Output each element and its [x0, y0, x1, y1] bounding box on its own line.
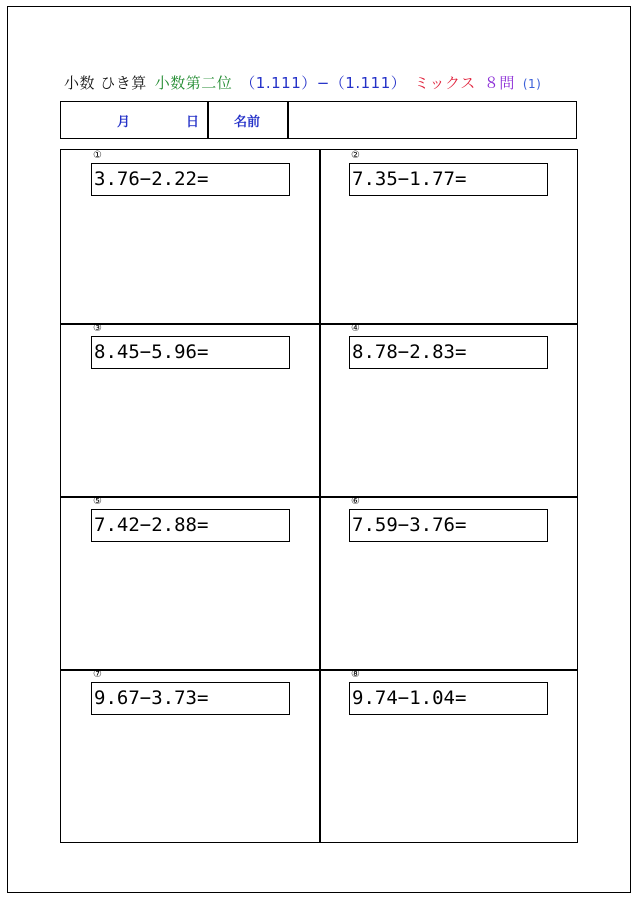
problem-number: ⑧: [351, 669, 360, 680]
name-label: 名前: [234, 115, 261, 130]
problem-number: ⑤: [93, 496, 102, 507]
problem-expression: 9.74−1.04=: [349, 682, 548, 715]
problem-cell: [61, 496, 319, 669]
problem-expression: 7.35−1.77=: [349, 163, 548, 196]
problem-number: ④: [351, 323, 360, 334]
problem-cell: [319, 150, 577, 323]
title-count: ８問: [483, 74, 515, 92]
problem-expression: 8.78−2.83=: [349, 336, 548, 369]
problem-number: ②: [351, 150, 360, 161]
problem-number: ③: [93, 323, 102, 334]
problem-cell: [61, 323, 319, 496]
date-divider: [207, 102, 209, 138]
problem-expression: 9.67−3.73=: [91, 682, 290, 715]
problem-number: ⑥: [351, 496, 360, 507]
problem-expression: 8.45−5.96=: [91, 336, 290, 369]
problem-cell: [61, 669, 319, 842]
problem-number: ⑦: [93, 669, 102, 680]
problem-grid: [60, 149, 578, 843]
problem-cell: [319, 496, 577, 669]
name-divider: [287, 102, 289, 138]
problem-expression: 7.42−2.88=: [91, 509, 290, 542]
problem-cell: [319, 323, 577, 496]
title-sheet-number: (1): [522, 77, 542, 91]
title-format: （1.111）−（1.111）: [240, 74, 407, 92]
title-level: 小数第二位: [154, 74, 233, 92]
worksheet-title: [64, 71, 549, 95]
problem-number: ①: [93, 150, 102, 161]
problem-cell: [61, 150, 319, 323]
title-subject: 小数 ひき算: [64, 74, 147, 92]
problem-cell: [319, 669, 577, 842]
day-label: 日: [186, 115, 200, 130]
problem-expression: 3.76−2.22=: [91, 163, 290, 196]
problem-expression: 7.59−3.76=: [349, 509, 548, 542]
month-label: 月: [117, 115, 131, 130]
name-date-bar: [60, 101, 577, 139]
title-mix: ミックス: [414, 74, 476, 92]
